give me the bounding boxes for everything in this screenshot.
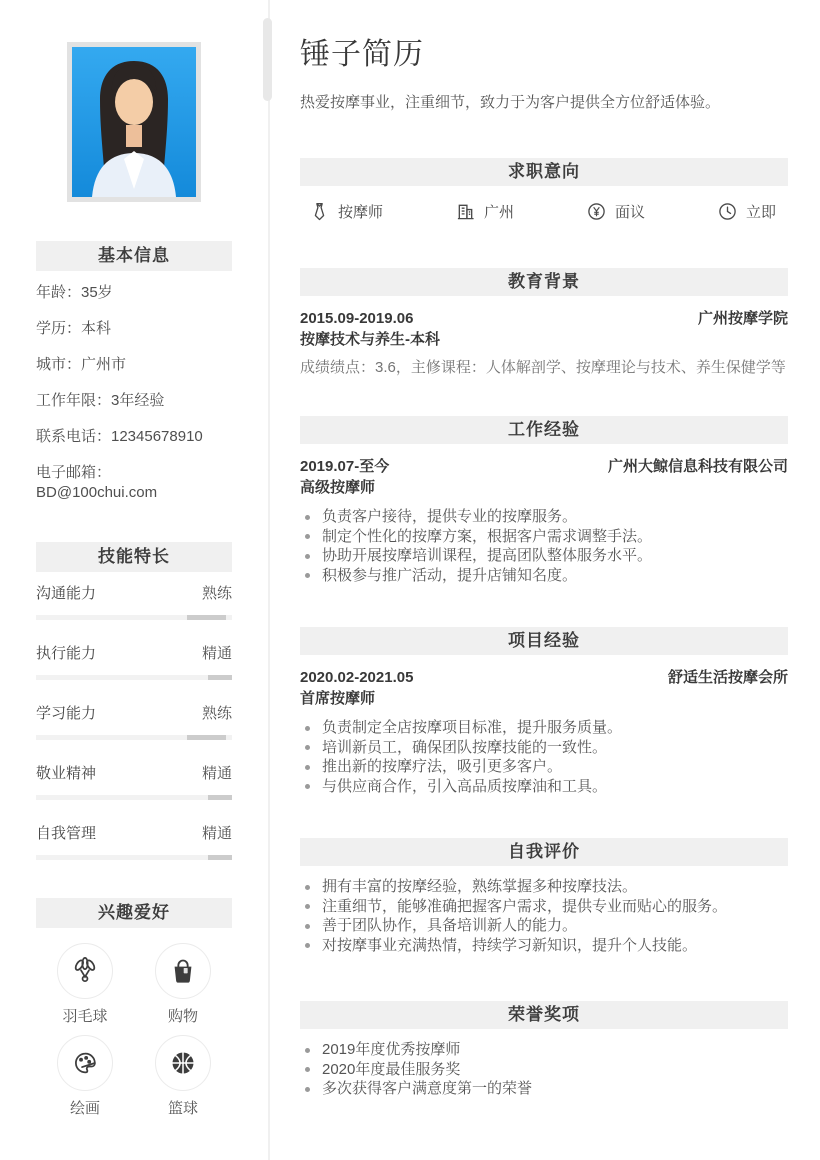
- bullet-item: 与供应商合作，引入高品质按摩油和工具。: [300, 777, 788, 797]
- work-company: 广州大鲸信息科技有限公司: [607, 458, 788, 475]
- project-period: 2020.02-2021.05: [300, 669, 414, 686]
- skill-name: 敬业精神: [36, 765, 97, 782]
- clock-icon: [718, 202, 737, 221]
- job-intent-row: [300, 201, 788, 222]
- work-bullets: [300, 507, 788, 585]
- honors-bullets: [300, 1040, 788, 1099]
- skill-row: [36, 584, 232, 620]
- sidebar: [0, 0, 268, 1160]
- skill-level: 精通: [201, 825, 232, 842]
- skill-level: 熟练: [201, 705, 232, 722]
- skill-row: [36, 704, 232, 740]
- honors-header: 荣誉奖项: [300, 1001, 788, 1029]
- bullet-item: 协助开展按摩培训课程，提高团队整体服务水平。: [300, 546, 788, 566]
- work-period-row: [300, 456, 788, 477]
- info-city: 城市：广州市: [36, 356, 127, 373]
- basketball-icon: [155, 1035, 211, 1091]
- intent-label: 立即: [745, 204, 776, 221]
- hobby-item: [57, 943, 113, 1027]
- skill-bar: [36, 735, 232, 740]
- skill-name: 沟通能力: [36, 585, 97, 602]
- hobbies-header: 兴趣爱好: [36, 898, 232, 928]
- education-school: 广州按摩学院: [697, 310, 788, 327]
- tagline: 热爱按摩事业，注重细节，致力于为客户提供全方位舒适体验。: [300, 94, 721, 111]
- id-photo-illustration: [72, 47, 196, 197]
- project-bullets: [300, 718, 788, 796]
- bullet-item: 多次获得客户满意度第一的荣誉: [300, 1079, 788, 1099]
- skill-level: 精通: [201, 765, 232, 782]
- intent-salary: [587, 201, 645, 222]
- skill-bar: [36, 615, 232, 620]
- hobby-item: [155, 1035, 211, 1119]
- job-intent-header: 求职意向: [300, 158, 788, 186]
- intent-label: 按摩师: [338, 204, 384, 221]
- skills-list: [36, 584, 232, 860]
- bullet-item: 负责客户接待，提供专业的按摩服务。: [300, 507, 788, 527]
- info-degree: 学历：本科: [36, 320, 112, 337]
- skill-bar: [36, 855, 232, 860]
- tie-icon: [310, 202, 329, 221]
- intent-city: [456, 201, 514, 222]
- project-period-row: [300, 667, 788, 688]
- hobby-item: [57, 1035, 113, 1119]
- hobby-item: [155, 943, 211, 1027]
- intent-label: 广州: [483, 204, 514, 221]
- skill-row: [36, 824, 232, 860]
- skill-level: 精通: [201, 645, 232, 662]
- info-email: 电子邮箱：BD@100chui.com: [36, 464, 158, 501]
- hobby-label: 绘画: [69, 1100, 100, 1117]
- skill-name: 执行能力: [36, 645, 97, 662]
- bullet-item: 注重细节，能够准确把握客户需求，提供专业而贴心的服务。: [300, 897, 788, 917]
- skill-level: 熟练: [201, 585, 232, 602]
- self-eval-bullets: [300, 877, 788, 955]
- scrollbar-thumb[interactable]: [263, 18, 272, 101]
- intent-availability: [718, 201, 776, 222]
- page-title: 锤子简历: [300, 38, 424, 71]
- skill-name: 自我管理: [36, 825, 97, 842]
- basic-info-list: [36, 283, 232, 503]
- bullet-item: 拥有丰富的按摩经验，熟练掌握多种按摩技法。: [300, 877, 788, 897]
- hobby-label: 羽毛球: [62, 1008, 108, 1025]
- bullet-item: 推出新的按摩疗法，吸引更多客户。: [300, 757, 788, 777]
- info-phone: 联系电话：12345678910: [36, 428, 203, 445]
- palette-icon: [57, 1035, 113, 1091]
- bullet-item: 2019年度优秀按摩师: [300, 1040, 788, 1060]
- project-header: 项目经验: [300, 627, 788, 655]
- info-experience: 工作年限：3年经验: [36, 392, 165, 409]
- bullet-item: 对按摩事业充满热情，持续学习新知识，提升个人技能。: [300, 936, 788, 956]
- skill-row: [36, 764, 232, 800]
- project-company: 舒适生活按摩会所: [667, 669, 788, 686]
- skill-bar: [36, 675, 232, 680]
- bullet-item: 2020年度最佳服务奖: [300, 1060, 788, 1080]
- skill-name: 学习能力: [36, 705, 97, 722]
- hobby-label: 篮球: [167, 1100, 198, 1117]
- bullet-item: 制定个性化的按摩方案，根据客户需求调整手法。: [300, 527, 788, 547]
- profile-photo: [67, 42, 201, 202]
- education-detail: 成绩绩点：3.6，主修课程：人体解剖学、按摩理论与技术、养生保健学等: [300, 359, 786, 376]
- hobby-label: 购物: [167, 1008, 198, 1025]
- work-role: 高级按摩师: [300, 479, 376, 496]
- building-icon: [456, 202, 475, 221]
- project-role: 首席按摩师: [300, 690, 376, 707]
- main-content: [268, 0, 820, 1160]
- badminton-icon: [57, 943, 113, 999]
- education-header: 教育背景: [300, 268, 788, 296]
- bullet-item: 培训新员工，确保团队按摩技能的一致性。: [300, 738, 788, 758]
- self-eval-header: 自我评价: [300, 838, 788, 866]
- shopping-bag-icon: [155, 943, 211, 999]
- yen-circle-icon: [587, 202, 606, 221]
- education-period: 2015.09-2019.06: [300, 310, 414, 327]
- education-period-row: [300, 308, 788, 329]
- panel-divider: [268, 0, 270, 1160]
- work-header: 工作经验: [300, 416, 788, 444]
- intent-position: [310, 201, 383, 222]
- skill-row: [36, 644, 232, 680]
- education-degree: 按摩技术与养生-本科: [300, 331, 440, 348]
- bullet-item: 善于团队协作，具备培训新人的能力。: [300, 916, 788, 936]
- work-period: 2019.07-至今: [300, 458, 390, 475]
- skills-header: 技能特长: [36, 542, 232, 572]
- skill-bar: [36, 795, 232, 800]
- info-age: 年龄：35岁: [36, 284, 113, 301]
- bullet-item: 负责制定全店按摩项目标准，提升服务质量。: [300, 718, 788, 738]
- hobby-grid: [36, 943, 232, 1119]
- basic-info-header: 基本信息: [36, 241, 232, 271]
- intent-label: 面议: [614, 204, 645, 221]
- bullet-item: 积极参与推广活动，提升店铺知名度。: [300, 566, 788, 586]
